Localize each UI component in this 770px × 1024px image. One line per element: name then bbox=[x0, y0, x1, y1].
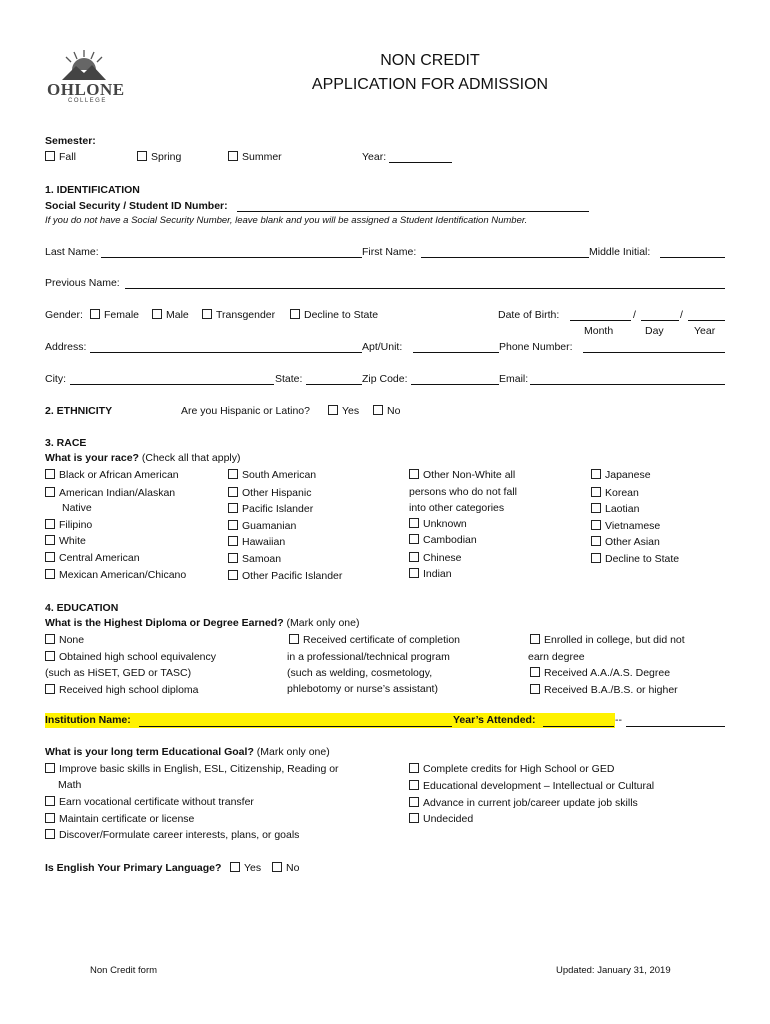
option-label: Korean bbox=[605, 487, 639, 499]
checkbox[interactable] bbox=[228, 553, 238, 563]
hispanic-yes-option[interactable] bbox=[328, 405, 359, 417]
option-label: No bbox=[286, 862, 300, 874]
race-option[interactable] bbox=[228, 553, 281, 565]
gender-female-option[interactable] bbox=[90, 309, 139, 321]
checkbox[interactable] bbox=[272, 862, 282, 872]
option-label: Received high school diploma bbox=[59, 684, 199, 696]
first-name-label: First Name: bbox=[362, 246, 417, 258]
year-label: Year: bbox=[362, 151, 387, 163]
ssn-field[interactable] bbox=[237, 211, 589, 212]
dob-label: Date of Birth: bbox=[498, 309, 560, 321]
option-label: Hawaiian bbox=[242, 536, 286, 548]
institution-field[interactable] bbox=[139, 726, 452, 727]
checkbox[interactable] bbox=[409, 763, 419, 773]
degree-equivalency-option[interactable] bbox=[45, 651, 216, 663]
checkbox[interactable] bbox=[591, 536, 601, 546]
race-option[interactable] bbox=[45, 535, 86, 547]
checkbox[interactable] bbox=[591, 487, 601, 497]
last-name-field[interactable] bbox=[101, 257, 362, 258]
gender-decline-option[interactable] bbox=[290, 309, 378, 321]
zip-label: Zip Code: bbox=[362, 373, 408, 385]
option-label: None bbox=[59, 634, 85, 646]
option-label: Received A.A./A.S. Degree bbox=[544, 667, 671, 679]
option-label: Other Asian bbox=[605, 536, 660, 548]
option-label: Male bbox=[166, 309, 189, 321]
checkbox[interactable] bbox=[45, 469, 55, 479]
institution-label: Institution Name: bbox=[45, 714, 131, 726]
option-label: Improve basic skills in English, ESL, Citizenship, Reading or bbox=[59, 763, 339, 775]
checkbox[interactable] bbox=[90, 309, 100, 319]
language-no-option[interactable] bbox=[272, 862, 299, 874]
checkbox[interactable] bbox=[373, 405, 383, 415]
race-option[interactable] bbox=[228, 503, 313, 515]
goal-option[interactable] bbox=[409, 797, 638, 809]
dob-month-caption: Month bbox=[584, 325, 614, 337]
option-label: Mexican American/Chicano bbox=[59, 569, 187, 581]
option-label: Transgender bbox=[216, 309, 276, 321]
gender-male-option[interactable] bbox=[152, 309, 189, 321]
footer-form-name: Non Credit form bbox=[90, 965, 158, 976]
option-label: Enrolled in college, but did not bbox=[544, 634, 685, 646]
degree-ba-option[interactable] bbox=[530, 684, 678, 696]
option-label: Obtained high school equivalency bbox=[59, 651, 217, 663]
option-label-continued: in a professional/technical program bbox=[287, 651, 450, 663]
option-label: Received B.A./B.S. or higher bbox=[544, 684, 678, 696]
ethnicity-heading: 2. ETHNICITY bbox=[45, 405, 113, 417]
race-option[interactable] bbox=[591, 536, 660, 548]
hispanic-question: Are you Hispanic or Latino? bbox=[181, 405, 310, 417]
goal-option[interactable] bbox=[45, 829, 299, 841]
sun-mountain-icon bbox=[44, 48, 124, 82]
college-logo bbox=[44, 48, 124, 108]
degree-question-bold: What is the Highest Diploma or Degree Earned? bbox=[45, 617, 284, 629]
option-label-continued: phlebotomy or nurse’s assistant) bbox=[287, 683, 438, 695]
dob-day-caption: Day bbox=[645, 325, 664, 337]
option-label: Indian bbox=[423, 568, 452, 580]
race-option[interactable] bbox=[591, 553, 679, 565]
title-line-2: APPLICATION FOR ADMISSION bbox=[311, 76, 549, 93]
option-label: Other Pacific Islander bbox=[242, 570, 343, 582]
ssn-note: If you do not have a Social Security Number, leave blank and you will be assigned a Student Identification Number. bbox=[45, 215, 528, 226]
identification-heading: 1. IDENTIFICATION bbox=[45, 184, 140, 196]
middle-initial-label: Middle Initial: bbox=[589, 246, 651, 258]
checkbox[interactable] bbox=[228, 151, 238, 161]
hispanic-no-option[interactable] bbox=[373, 405, 400, 417]
email-label: Email: bbox=[499, 373, 529, 385]
checkbox[interactable] bbox=[202, 309, 212, 319]
checkbox[interactable] bbox=[45, 796, 55, 806]
race-question-note: (Check all that apply) bbox=[141, 452, 241, 464]
checkbox[interactable] bbox=[45, 684, 55, 694]
race-option[interactable] bbox=[409, 469, 515, 481]
option-label: Black or African American bbox=[59, 469, 179, 481]
goal-option[interactable] bbox=[409, 763, 614, 775]
middle-initial-field[interactable] bbox=[660, 257, 725, 258]
education-heading: 4. EDUCATION bbox=[45, 602, 119, 614]
option-label: Earn vocational certificate without transfer bbox=[59, 796, 254, 808]
semester-spring-option[interactable] bbox=[137, 151, 181, 163]
apt-field[interactable] bbox=[413, 352, 499, 353]
race-option[interactable] bbox=[45, 487, 175, 499]
dob-slash: / bbox=[633, 309, 636, 321]
degree-certificate-option[interactable] bbox=[289, 634, 460, 646]
checkbox[interactable] bbox=[591, 469, 601, 479]
checkbox[interactable] bbox=[45, 487, 55, 497]
option-label: Spring bbox=[151, 151, 182, 163]
checkbox[interactable] bbox=[228, 570, 238, 580]
checkbox[interactable] bbox=[45, 763, 55, 773]
race-option[interactable] bbox=[45, 469, 179, 481]
checkbox[interactable] bbox=[591, 520, 601, 530]
checkbox[interactable] bbox=[409, 518, 419, 528]
race-option[interactable] bbox=[409, 518, 467, 530]
option-label: Discover/Formulate career interests, plans, or goals bbox=[59, 829, 300, 841]
option-label: Unknown bbox=[423, 518, 467, 530]
goal-question-note: (Mark only one) bbox=[256, 746, 330, 758]
footer-updated-date: Updated: January 31, 2019 bbox=[556, 965, 671, 976]
race-option[interactable] bbox=[228, 536, 285, 548]
title-line-1: NON CREDIT bbox=[380, 52, 480, 69]
gender-label: Gender: bbox=[45, 309, 83, 321]
checkbox[interactable] bbox=[409, 568, 419, 578]
email-field[interactable] bbox=[530, 384, 725, 385]
address-field[interactable] bbox=[90, 352, 362, 353]
previous-name-field[interactable] bbox=[125, 288, 725, 289]
option-label: Yes bbox=[342, 405, 360, 417]
option-label: Maintain certificate or license bbox=[59, 813, 195, 825]
checkbox[interactable] bbox=[409, 534, 419, 544]
option-label: Pacific Islander bbox=[242, 503, 314, 515]
dob-slash: / bbox=[680, 309, 683, 321]
checkbox[interactable] bbox=[409, 469, 419, 479]
race-option[interactable] bbox=[409, 568, 452, 580]
year-field[interactable] bbox=[389, 162, 452, 163]
option-label: Vietnamese bbox=[605, 520, 661, 532]
goal-question-bold: What is your long term Educational Goal? bbox=[45, 746, 254, 758]
checkbox[interactable] bbox=[228, 503, 238, 513]
years-attended-label: Year’s Attended: bbox=[453, 714, 536, 726]
option-label-continued: Math bbox=[58, 779, 82, 791]
race-option[interactable] bbox=[409, 552, 462, 564]
checkbox[interactable] bbox=[328, 405, 338, 415]
gender-transgender-option[interactable] bbox=[202, 309, 275, 321]
race-option[interactable] bbox=[45, 569, 186, 581]
goal-option[interactable] bbox=[409, 813, 473, 825]
phone-field[interactable] bbox=[583, 352, 725, 353]
option-label: Laotian bbox=[605, 503, 640, 515]
option-label-continued: (such as HiSET, GED or TASC) bbox=[45, 667, 192, 679]
race-option[interactable] bbox=[228, 469, 316, 481]
checkbox[interactable] bbox=[228, 520, 238, 530]
checkbox[interactable] bbox=[45, 829, 55, 839]
option-label: Decline to State bbox=[304, 309, 379, 321]
option-label: Educational development – Intellectual or Cultural bbox=[423, 780, 655, 792]
first-name-field[interactable] bbox=[421, 257, 589, 258]
city-label: City: bbox=[45, 373, 66, 385]
race-option[interactable] bbox=[45, 552, 140, 564]
checkbox[interactable] bbox=[45, 552, 55, 562]
goal-option[interactable] bbox=[45, 763, 339, 775]
dob-year-field[interactable] bbox=[688, 320, 725, 321]
goal-option[interactable] bbox=[409, 780, 654, 792]
checkbox[interactable] bbox=[591, 503, 601, 513]
state-field[interactable] bbox=[306, 384, 362, 385]
race-question-bold: What is your race? bbox=[45, 452, 139, 464]
years-start-field[interactable] bbox=[543, 726, 614, 727]
checkbox[interactable] bbox=[409, 552, 419, 562]
option-label: No bbox=[387, 405, 401, 417]
checkbox[interactable] bbox=[45, 151, 55, 161]
option-label: Samoan bbox=[242, 553, 282, 565]
language-yes-option[interactable] bbox=[230, 862, 261, 874]
option-label: South American bbox=[242, 469, 317, 481]
race-option[interactable] bbox=[228, 487, 311, 499]
checkbox[interactable] bbox=[45, 634, 55, 644]
option-label: Guamanian bbox=[242, 520, 297, 532]
race-option[interactable] bbox=[228, 520, 296, 532]
semester-label: Semester: bbox=[45, 135, 96, 147]
option-label: Other Hispanic bbox=[242, 487, 312, 499]
option-label: Fall bbox=[59, 151, 76, 163]
address-label: Address: bbox=[45, 341, 87, 353]
option-label-continued: (such as welding, cosmetology, bbox=[287, 667, 433, 679]
checkbox[interactable] bbox=[45, 569, 55, 579]
semester-fall-option[interactable] bbox=[45, 151, 76, 163]
option-label: Received certificate of completion bbox=[303, 634, 460, 646]
checkbox[interactable] bbox=[230, 862, 240, 872]
previous-name-label: Previous Name: bbox=[45, 277, 120, 289]
degree-diploma-option[interactable] bbox=[45, 684, 199, 696]
option-label-continued: Native bbox=[62, 502, 92, 514]
goal-option[interactable] bbox=[45, 813, 194, 825]
race-heading: 3. RACE bbox=[45, 437, 87, 449]
last-name-label: Last Name: bbox=[45, 246, 99, 258]
checkbox[interactable] bbox=[530, 667, 540, 677]
option-label: Other Non-White all bbox=[423, 469, 516, 481]
option-label-continued: earn degree bbox=[528, 651, 585, 663]
checkbox[interactable] bbox=[152, 309, 162, 319]
language-question: Is English Your Primary Language? bbox=[45, 862, 222, 874]
ssn-label: Social Security / Student ID Number: bbox=[45, 200, 228, 212]
years-separator: -- bbox=[615, 714, 622, 726]
option-label: Cambodian bbox=[423, 534, 477, 546]
degree-question bbox=[45, 617, 360, 629]
degree-aa-option[interactable] bbox=[530, 667, 670, 679]
option-label: Undecided bbox=[423, 813, 474, 825]
checkbox[interactable] bbox=[45, 519, 55, 529]
dob-year-caption: Year bbox=[694, 325, 716, 337]
checkbox[interactable] bbox=[228, 487, 238, 497]
race-option[interactable] bbox=[591, 469, 651, 481]
checkbox[interactable] bbox=[409, 797, 419, 807]
checkbox[interactable] bbox=[530, 684, 540, 694]
checkbox[interactable] bbox=[290, 309, 300, 319]
race-option[interactable] bbox=[409, 534, 477, 546]
checkbox[interactable] bbox=[45, 651, 55, 661]
option-label-continued: persons who do not fall bbox=[409, 486, 517, 498]
phone-label: Phone Number: bbox=[499, 341, 573, 353]
degree-question-note: (Mark only one) bbox=[286, 617, 360, 629]
race-question bbox=[45, 452, 241, 464]
state-label: State: bbox=[275, 373, 303, 385]
semester-summer-option[interactable] bbox=[228, 151, 282, 163]
checkbox[interactable] bbox=[45, 535, 55, 545]
degree-enrolled-option[interactable] bbox=[530, 634, 685, 646]
option-label: Decline to State bbox=[605, 553, 680, 565]
checkbox[interactable] bbox=[137, 151, 147, 161]
checkbox[interactable] bbox=[228, 469, 238, 479]
option-label: Summer bbox=[242, 151, 282, 163]
checkbox[interactable] bbox=[591, 553, 601, 563]
checkbox[interactable] bbox=[409, 780, 419, 790]
option-label: White bbox=[59, 535, 86, 547]
city-field[interactable] bbox=[70, 384, 274, 385]
option-label: American Indian/Alaskan bbox=[59, 487, 176, 499]
race-option[interactable] bbox=[228, 570, 342, 582]
option-label: Central American bbox=[59, 552, 140, 564]
checkbox[interactable] bbox=[530, 634, 540, 644]
race-option[interactable] bbox=[591, 520, 660, 532]
option-label: Complete credits for High School or GED bbox=[423, 763, 615, 775]
checkbox[interactable] bbox=[409, 813, 419, 823]
checkbox[interactable] bbox=[289, 634, 299, 644]
option-label-continued: into other categories bbox=[409, 502, 505, 514]
zip-field[interactable] bbox=[411, 384, 499, 385]
years-end-field[interactable] bbox=[626, 726, 725, 727]
apt-label: Apt/Unit: bbox=[362, 341, 403, 353]
option-label: Advance in current job/career update job skills bbox=[423, 797, 638, 809]
checkbox[interactable] bbox=[45, 813, 55, 823]
logo-text: OHLONE bbox=[47, 80, 125, 99]
option-label: Filipino bbox=[59, 519, 93, 531]
checkbox[interactable] bbox=[228, 536, 238, 546]
option-label: Female bbox=[104, 309, 140, 321]
option-label: Japanese bbox=[605, 469, 651, 481]
race-option[interactable] bbox=[591, 487, 639, 499]
option-label: Chinese bbox=[423, 552, 462, 564]
goal-question bbox=[45, 746, 330, 758]
race-option[interactable] bbox=[591, 503, 639, 515]
logo-subtext: COLLEGE bbox=[68, 98, 107, 104]
race-option[interactable] bbox=[45, 519, 92, 531]
degree-none-option[interactable] bbox=[45, 634, 84, 646]
dob-month-field[interactable] bbox=[570, 320, 631, 321]
dob-day-field[interactable] bbox=[641, 320, 679, 321]
goal-option[interactable] bbox=[45, 796, 254, 808]
option-label: Yes bbox=[244, 862, 262, 874]
